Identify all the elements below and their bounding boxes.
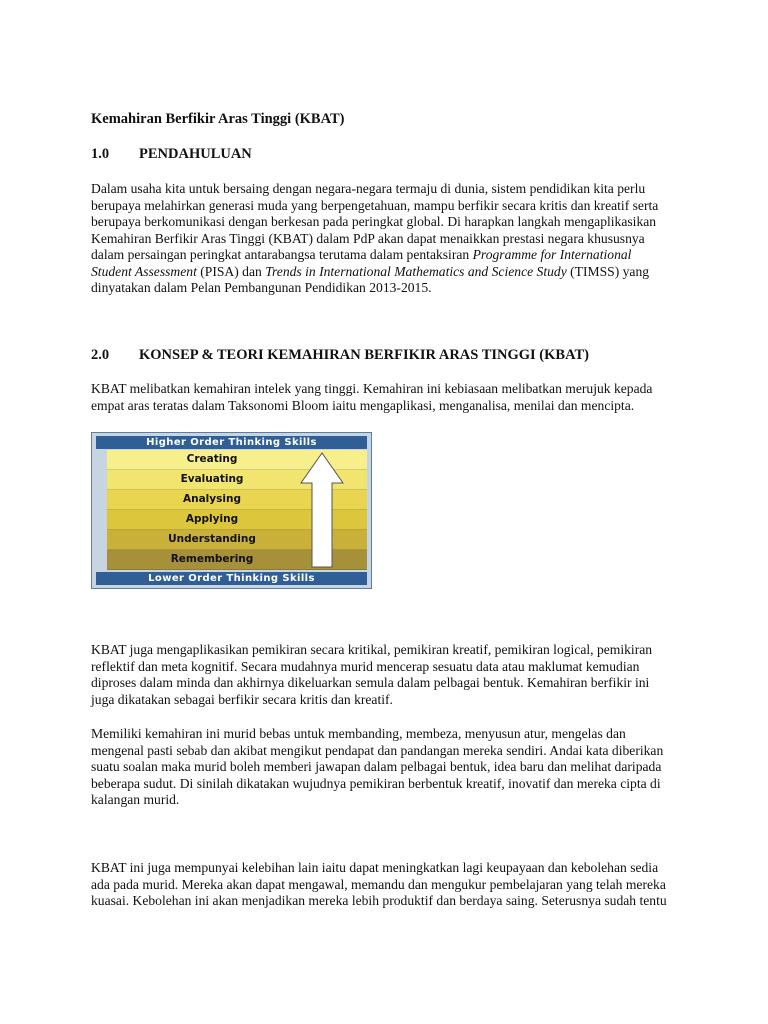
section-1-heading [91,146,252,163]
paragraph-5 [91,860,681,910]
paragraph-line: diproses dalam minda dan akhirnya dikeluarkan semula dalam pelbagai bentuk. Kemahiran berfikir ini [91,675,650,690]
paragraph-line: ada pada murid. Mereka akan dapat mengawal, memandu dan mengukur pembelajaran yang telah mereka [91,876,666,892]
lower-order-banner: Lower Order Thinking Skills [96,572,367,585]
paragraph-line: suatu soalan maka murid boleh memberi jawapan dalam pelbagai bentuk, idea baru dan melihat daripada [91,759,662,774]
italic-text-run: Trends in International Mathematics and Science Study [265,263,567,279]
paragraph-line: kalangan murid. [91,792,180,807]
section-1-title: PENDAHULUAN [139,146,252,162]
italic-text-run: Programme for International [472,247,632,262]
paragraph-line: juga dikatakan sebagai berfikir secara kritis dan kreatif. [91,691,393,707]
level-remembering: Remembering [107,550,367,570]
level-applying: Applying [107,510,367,530]
paragraph-line: berupaya melahirkan generasi muda yang berpengetahuan, mampu berfikir secara kritis dan kreatif serta [91,197,659,213]
paragraph-line: beberapa sudut. Di sinilah dikatakan wujudnya pemikiran berbentuk kreatif, inovatif dan mereka cipta di [91,775,661,791]
higher-order-banner: Higher Order Thinking Skills [96,436,367,449]
paragraph-line: mengenal pasti sebab dan akibat mengikut pendapat dan pandangan mereka sendiri. Andai kata diberikan [91,742,664,758]
level-understanding: Understanding [107,530,367,550]
paragraph-line: KBAT melibatkan kemahiran intelek yang tinggi. Kemahiran ini kebiasaan melibatkan merujuk kepada [91,381,653,396]
section-1-number: 1.0 [91,146,110,162]
level-analysing: Analysing [107,490,367,510]
paragraph-3 [91,642,681,708]
paragraph-line [91,264,681,281]
paragraph-line: Memiliki kemahiran ini murid bebas untuk membanding, membeza, menyusun atur, mengelas dan [91,726,626,741]
level-evaluating: Evaluating [107,470,367,490]
up-arrow-icon [299,451,345,569]
text-run: (TIMSS) yang [566,263,650,279]
paragraph-line: KBAT juga mengaplikasikan pemikiran secara kritikal, pemikiran kreatif, pemikiran logical, pemikiran [91,642,653,657]
paragraph-line: dinyatakan dalam Pelan Pembangunan Pendidikan 2013-2015. [91,280,432,295]
section-2-heading [91,347,589,364]
level-creating: Creating [107,450,367,470]
paragraph-line [91,247,681,264]
text-run: (PISA) dan [196,263,266,279]
paragraph-line: Kemahiran Berfikir Aras Tinggi (KBAT) dalam PdP akan dapat menaikkan prestasi negara khususnya [91,230,645,246]
text-run: dalam persaingan peringkat antarabangsa terutama dalam pentaksiran [91,247,473,262]
section-1-paragraph [91,181,681,297]
paragraph-line: berupaya berkomunikasi dengan berkesan pada peringkat global. Di harapkan langkah mengaplikasikan [91,214,657,229]
section-2-intro-paragraph [91,381,681,414]
paragraph-line: kuasai. Kebolehan ini akan menjadikan mereka lebih produktif dan berdaya saing. Seterusnya sudah tentu [91,893,667,908]
paragraph-line: Dalam usaha kita untuk bersaing dengan negara-negara termaju di dunia, sistem pendidikan kita perlu [91,181,646,196]
paragraph-line: empat aras teratas dalam Taksonomi Bloom iaitu mengaplikasi, menganalisa, menilai dan mencipta. [91,397,635,413]
thinking-skills-figure [91,432,372,589]
paragraph-line: KBAT ini juga mempunyai kelebihan lain iaitu dapat meningkatkan lagi keupayaan dan kebolehan sedia [91,860,659,875]
section-2-number: 2.0 [91,347,110,363]
paragraph-4 [91,726,681,809]
paragraph-line: reflektif dan meta kognitif. Secara mudahnya murid mencerap sesuatu data atau maklumat kemudian [91,658,640,674]
document-title: Kemahiran Berfikir Aras Tinggi (KBAT) [91,111,345,127]
italic-text-run: Student Assessment [91,263,197,279]
section-2-title: KONSEP & TEORI KEMAHIRAN BERFIKIR ARAS TINGGI (KBAT) [139,347,589,363]
